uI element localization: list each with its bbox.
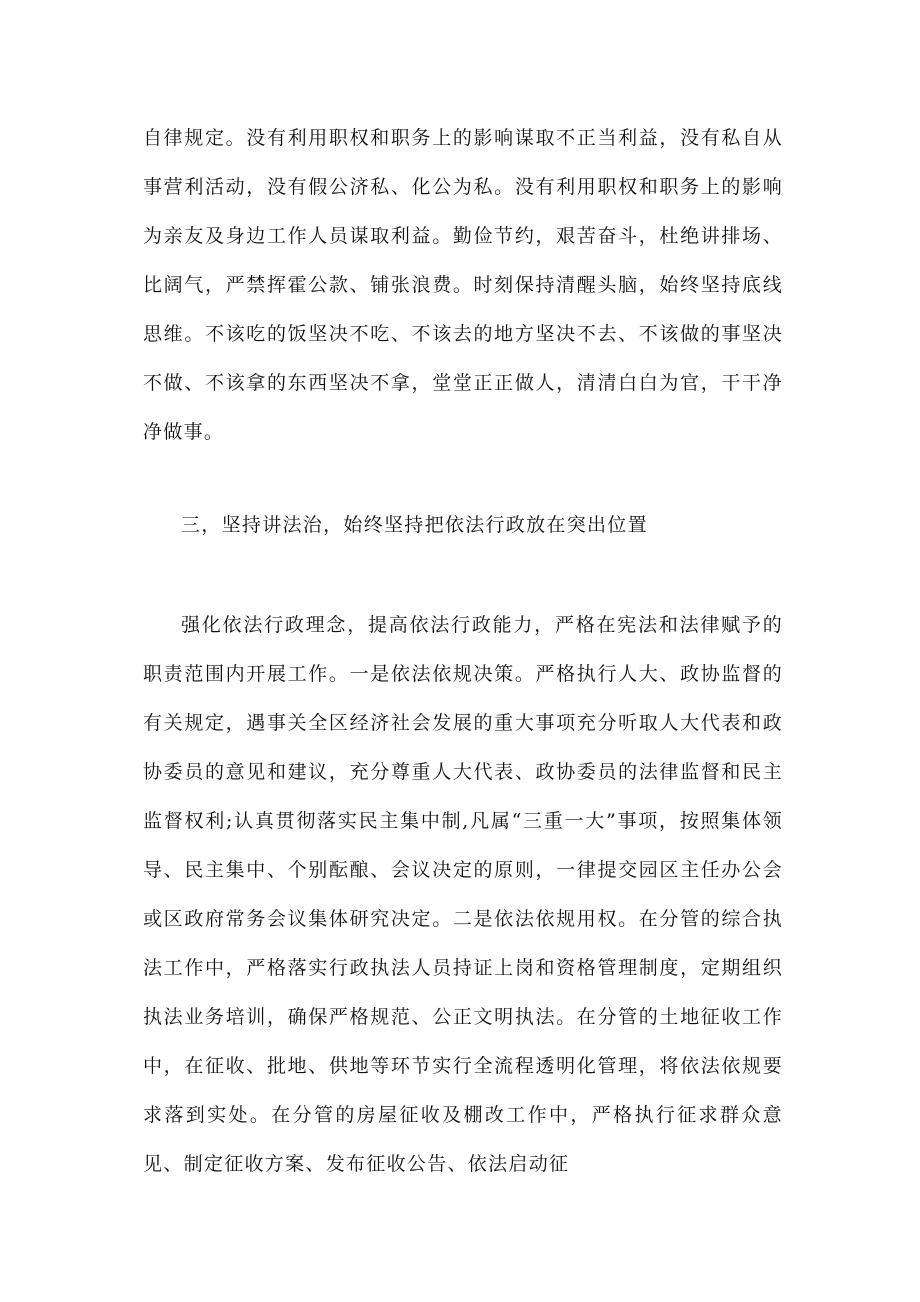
paragraph-law-based-administration: 强化依法行政理念，提高依法行政能力，严格在宪法和法律赋予的职责范围内开展工作。一是依法依规决策。严格执行人大、政协监督的有关规定，遇事关全区经济社会发展的重大事项充分听取人大代表和政协委员的意见和建议，充分尊重人大代表、政协委员的法律监督和民主监督权利;认真贯彻落实民主集中制,凡属“三重一大”事项，按照集体领导、民主集中、个别酝酿、会议决定的原则，一律提交园区主任办公会或区政府常务会议集体研究决定。二是依法依规用权。在分管的综合执法工作中，严格落实行政执法人员持证上岗和资格管理制度，定期组织执法业务培训，确保严格规范、公正文明执法。在分管的土地征收工作中，在征收、批地、供地等环节实行全流程透明化管理，将依法依规要求落到实处。在分管的房屋征收及棚改工作中，严格执行征求群众意见、制定征收方案、发布征收公告、依法启动征 bbox=[143, 614, 783, 1175]
section-heading-rule-of-law: 三，坚持讲法治，始终坚持把依法行政放在突出位置 bbox=[181, 514, 648, 536]
paragraph-self-discipline: 自律规定。没有利用职权和职务上的影响谋取不正当利益，没有私自从事营利活动，没有假公济私、化公为私。没有利用职权和职务上的影响为亲友及身边工作人员谋取利益。勤俭节约，艰苦奋斗，杜绝讲排场、比阔气，严禁挥霍公款、铺张浪费。时刻保持清醒头脑，始终坚持底线思维。不该吃的饭坚决不吃、不该去的地方坚决不去、不该做的事坚决不做、不该拿的东西坚决不拿，堂堂正正做人，清清白白为官，干干净净做事。 bbox=[143, 127, 783, 443]
